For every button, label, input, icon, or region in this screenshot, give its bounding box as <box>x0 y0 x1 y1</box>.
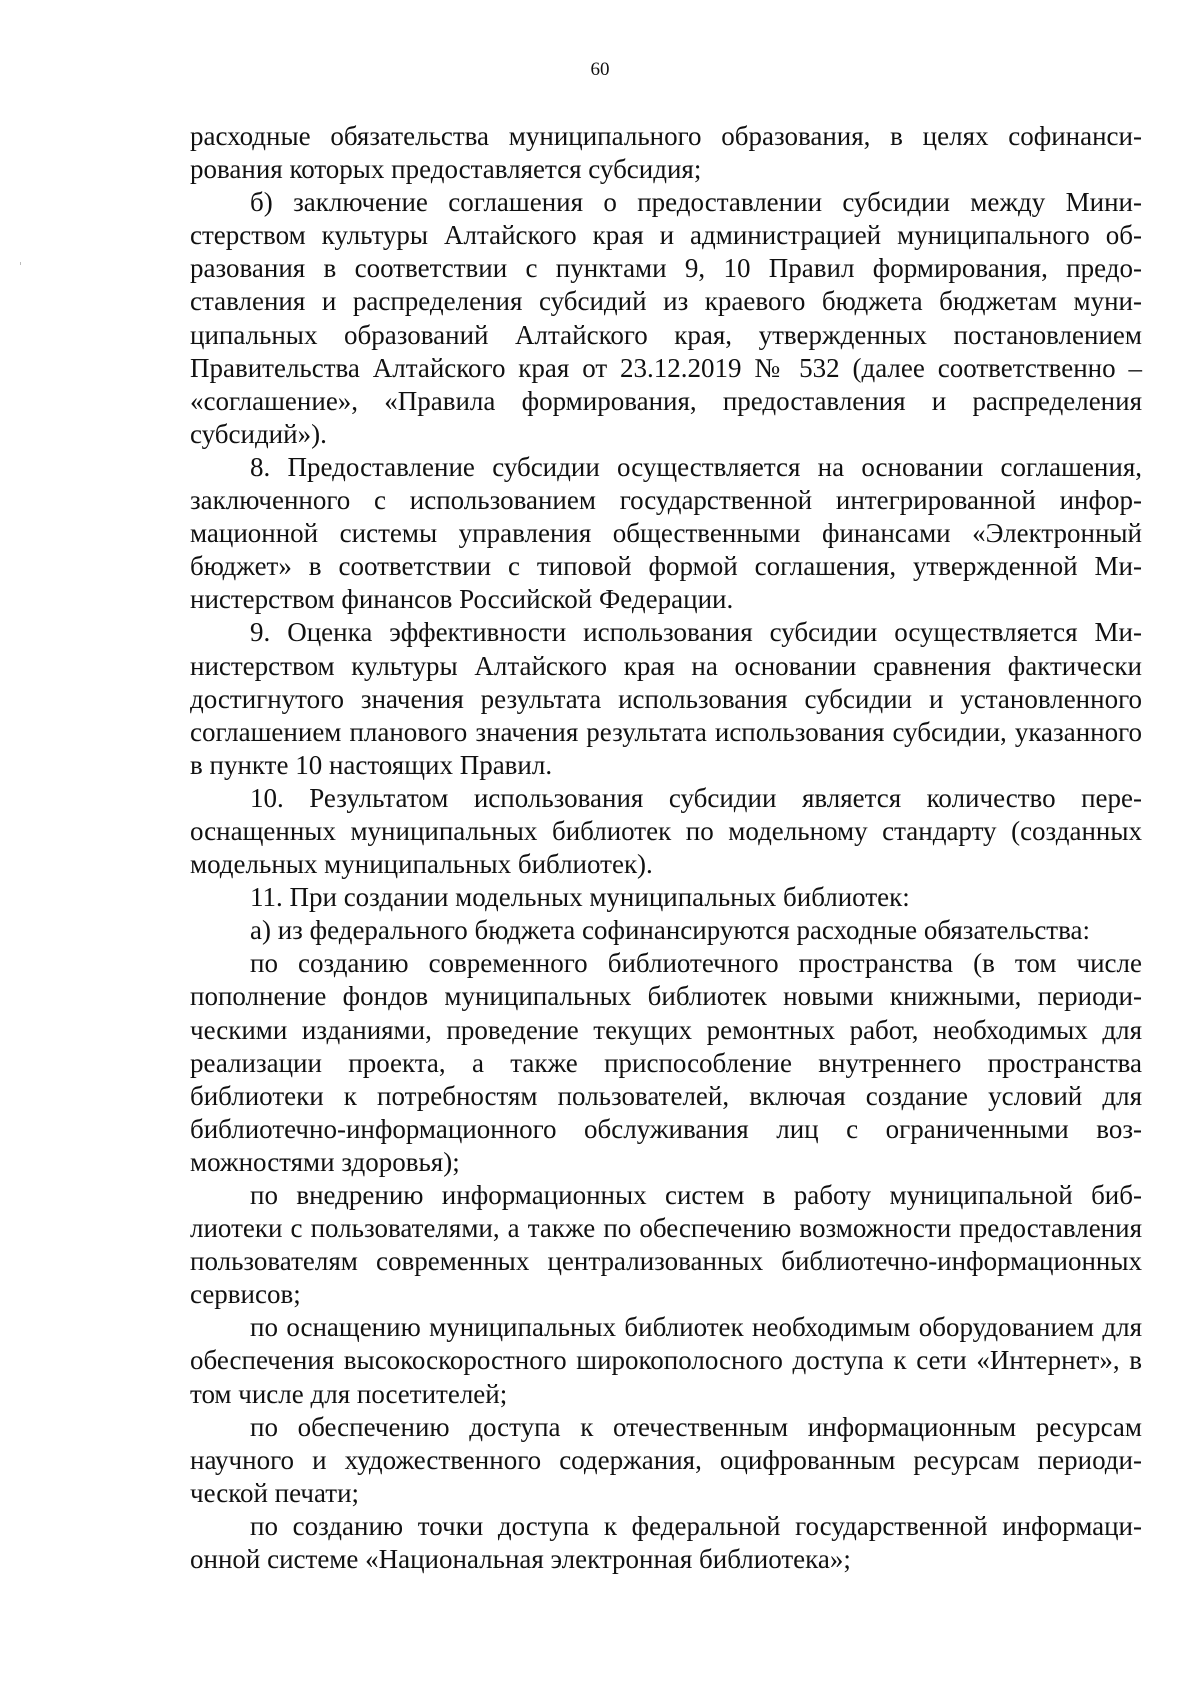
paragraph-equipment: по оснащению муниципальных библиотек необходимым оборудованием для обеспечения высокоскоростного широкополосного доступа к сети «Интернет», в том числе для посетителей; <box>190 1312 1142 1409</box>
paragraph-item-9: 9. Оценка эффективности использования субсидии осуществляется Министерством культуры Алтайского края на основании сравнения фактически достигнутого значения результата использования субсидии и установленного соглашением планового значения результата использования субсидии, указанного в пункте 10 настоящих Правил. <box>190 617 1142 780</box>
paragraph-item-10: 10. Результатом использования субсидии является количество переоснащенных муниципальных библиотек по модельному стандарту (созданных модельных муниципальных библиотек). <box>190 782 1142 880</box>
scan-margin-mark <box>20 262 21 265</box>
paragraph-item-b: б) заключение соглашения о предоставлении субсидии между Министерством культуры Алтайского края и администрацией муниципального образования в соответствии с пунктами 9, 10 Правил формирования, предоставления и распределения субсидий из краевого бюджета бюджетам муниципальных образований Алтайского края, утвержденных постановлением Правительства Алтайского края от 23.12.2019 № 532 (далее соответственно – «соглашение», «Правила формирования, предоставления и распределения субсидий»). <box>190 187 1142 449</box>
paragraph-access-point: по созданию точки доступа к федеральной государственной информационной системе «Национальная электронная библиотека»; <box>190 1510 1142 1575</box>
page-number: 60 <box>590 59 610 80</box>
paragraph-library-space: по созданию современного библиотечного пространства (в том числе пополнение фондов муниципальных библиотек новыми книжными, периодическими изданиями, проведение текущих ремонтных работ, необходимых для реализации проекта, а также приспособление внутреннего пространства библиотеки к потребностям пользователей, включая создание условий для библиотечно-информационного обслуживания лиц с ограниченными возможностями здоровья); <box>190 948 1142 1177</box>
document-body <box>190 120 1142 1576</box>
paragraph-continuation: расходные обязательства муниципального образования, в целях софинансирования которых предоставляется субсидия; <box>190 121 1142 185</box>
paragraph-item-8: 8. Предоставление субсидии осуществляется на основании соглашения, заключенного с использованием государственной интегрированной информационной системы управления общественными финансами «Электронный бюджет» в соответствии с типовой формой соглашения, утвержденной Министерством финансов Российской Федерации. <box>190 451 1142 615</box>
paragraph-resources-access: по обеспечению доступа к отечественным информационным ресурсам научного и художественного содержания, оцифрованным ресурсам периодической печати; <box>190 1411 1142 1508</box>
paragraph-item-11: 11. При создании модельных муниципальных библиотек: <box>250 882 910 913</box>
paragraph-item-11a: а) из федерального бюджета софинансируются расходные обязательства: <box>250 915 1090 946</box>
paragraph-info-systems: по внедрению информационных систем в работу муниципальной библиотеки с пользователями, а также по обеспечению возможности предоставления пользователям современных централизованных библиотечно-информационных сервисов; <box>190 1180 1142 1310</box>
